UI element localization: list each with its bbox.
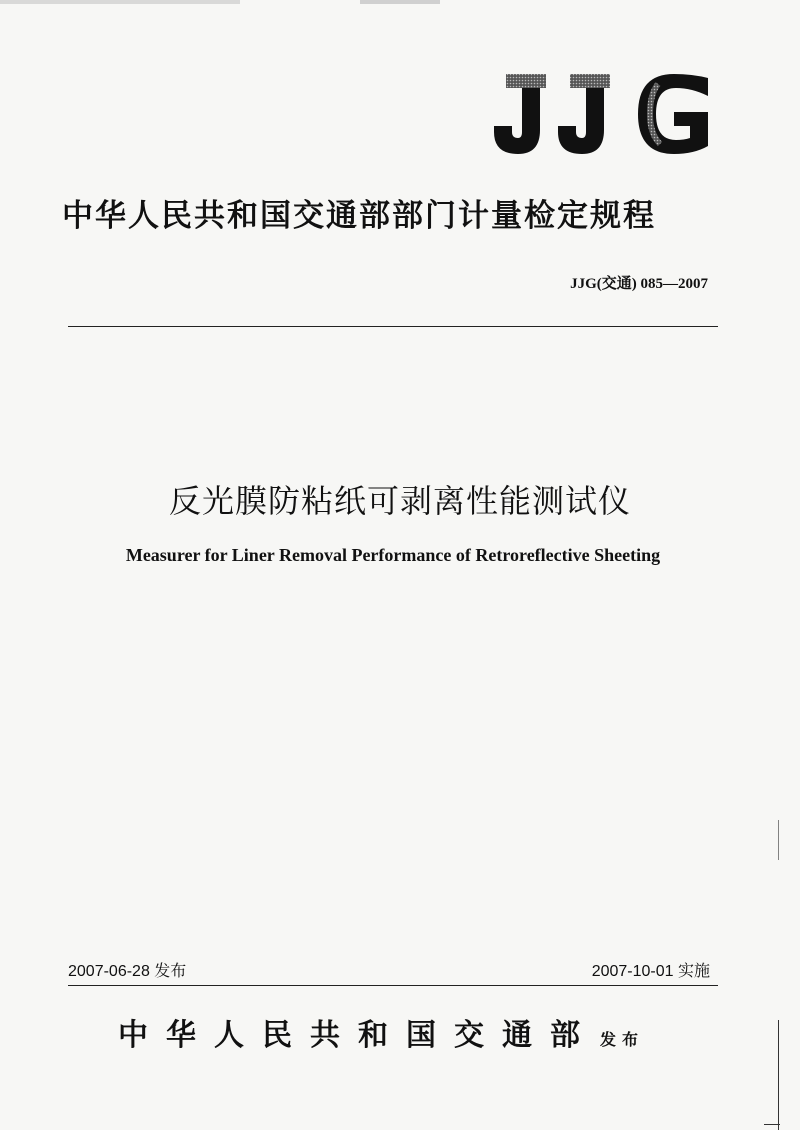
document-title-english: Measurer for Liner Removal Performance of Retroreflective Sheeting — [125, 545, 661, 565]
publisher-line — [118, 1010, 644, 1054]
implementation-date: 2007-10-01 实施 — [591, 963, 710, 980]
jjg-logo — [488, 70, 714, 156]
jjg-logo-icon — [488, 70, 714, 156]
publisher-suffix: 发布 — [600, 1030, 645, 1049]
header-divider — [68, 326, 718, 327]
scan-edge-mark — [778, 1020, 779, 1130]
scan-corner-mark — [764, 1124, 780, 1125]
page-top-edge — [0, 0, 800, 4]
footer-divider — [68, 985, 718, 986]
standard-series-title: 中华人民共和国交通部部门计量检定规程 — [62, 198, 656, 234]
standard-number: JJG(交通) 085—2007 — [570, 276, 708, 292]
scan-edge-mark — [778, 820, 779, 860]
issue-date: 2007-06-28 发布 — [68, 963, 187, 980]
publisher-name: 中华人民共和国交通部 — [118, 1018, 598, 1053]
document-title-chinese: 反光膜防粘纸可剥离性能测试仪 — [168, 482, 631, 520]
